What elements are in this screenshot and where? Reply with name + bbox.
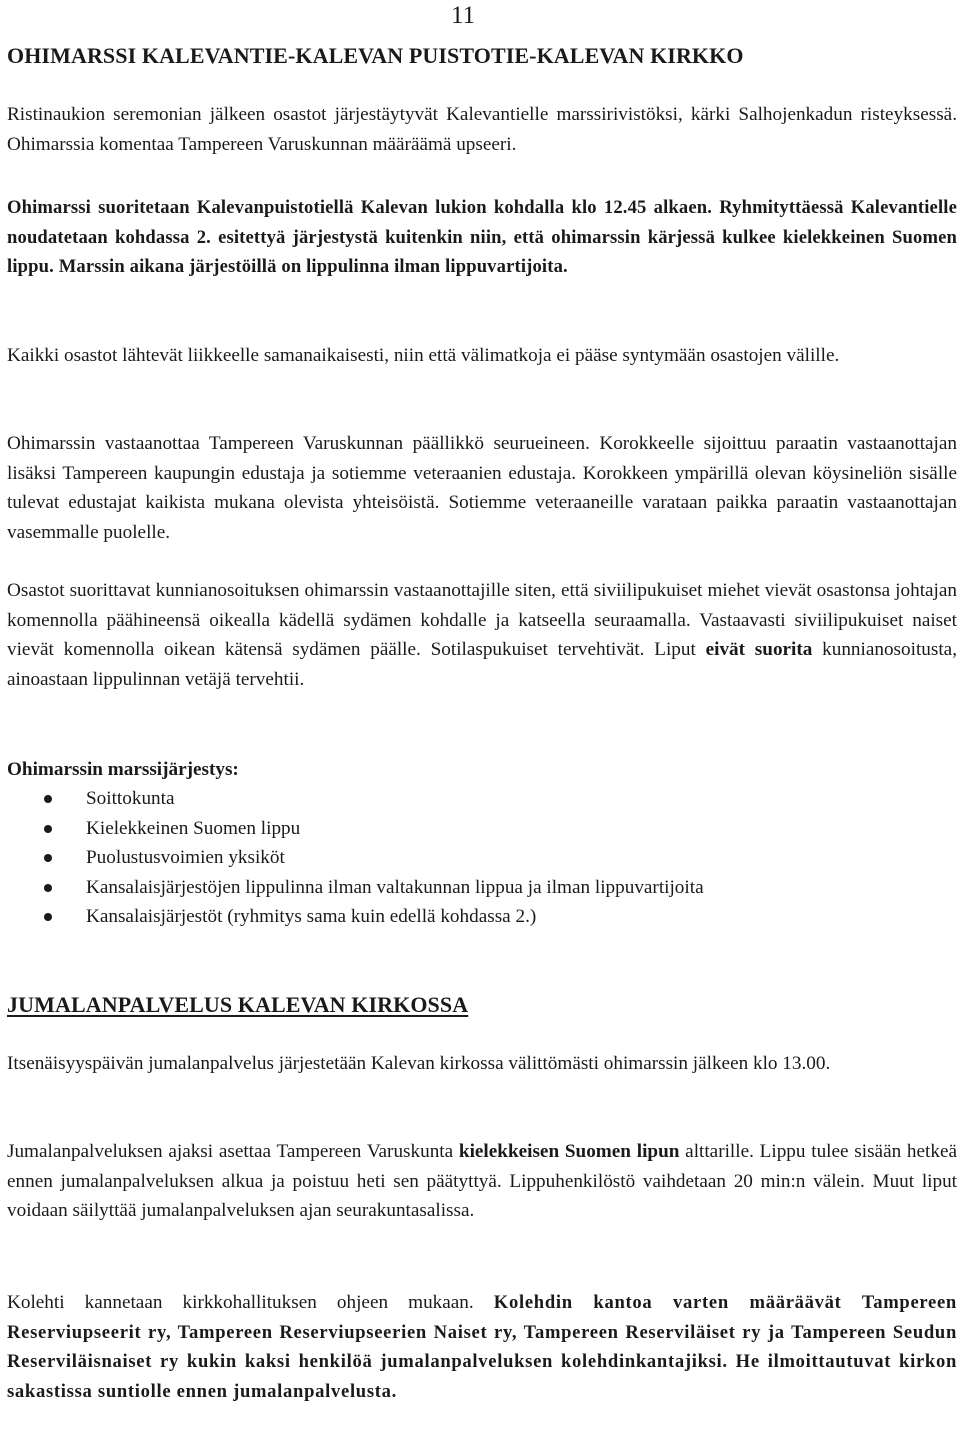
paragraph-flag-altar — [7, 1137, 957, 1226]
march-order-list — [7, 784, 704, 932]
salute-text-emphasis: eivät suorita — [705, 639, 813, 660]
bullet-icon — [44, 825, 52, 833]
paragraph-ohimarssi-schedule: Ohimarssi suoritetaan Kalevanpuistotiellä Kalevan lukion kohdalla klo 12.45 alkaen. Ryhmityttäessä Kalevantielle noudatetaan kohdassa 2. esitettyä järjestystä kuitenkin niin, että ohimarssin kärjessä kulkee kielekkeinen Suomen lippu. Marssin aikana järjestöillä on lippulinna ilman lippuvartijoita. — [7, 197, 957, 277]
list-item — [7, 814, 704, 844]
bullet-icon — [44, 854, 52, 862]
list-item-text: Puolustusvoimien yksiköt — [86, 847, 285, 868]
list-item — [7, 902, 704, 932]
list-item-text: Kielekkeinen Suomen lippu — [86, 817, 301, 839]
section-title-ohimarssi: OHIMARSSI KALEVANTIE-KALEVAN PUISTOTIE-KALEVAN KIRKKO — [7, 43, 744, 68]
paragraph-service-time: Itsenäisyyspäivän jumalanpalvelus järjestetään Kalevan kirkossa välittömästi ohimarssin jälkeen klo 13.00. — [7, 1053, 831, 1074]
bullet-icon — [44, 795, 52, 803]
collection-text-start: Kolehti kannetaan kirkkohallituksen ohjeen mukaan. — [7, 1292, 494, 1313]
salute-text-start: Osastot suorittavat kunnianosoituksen ohimarssin vastaanottajille siten, että siviilipukuiset miehet vievät osastonsa johtajan komennolla päähineensä oikealla kädellä sydämen kohdalle ja katseella seuraamalla. Vastaavasti siviilipukuiset naiset vievät komennolla oikean kätensä sydämen päälle. Sotilaspukuiset tervehtivät. Liput — [7, 580, 957, 660]
list-item — [7, 843, 704, 873]
flag-text-end: alttarille. Lippu tulee sisään hetkeä ennen jumalanpalveluksen alkua ja poistuu heti sen päätyttyä. Lippuhenkilöstö vaihdetaan 20 min:n välein. Muut liput voidaan säilyttää jumalanpalveluksen ajan seurakuntasalissa. — [7, 1141, 957, 1221]
bullet-icon — [44, 884, 52, 892]
march-order-title: Ohimarssin marssijärjestys: — [7, 759, 239, 780]
bullet-icon — [44, 913, 52, 921]
paragraph-departure: Kaikki osastot lähtevät liikkeelle samanaikaisesti, niin että välimatkoja ei pääse syntymään osastojen välille. — [7, 345, 840, 366]
list-item — [7, 784, 704, 814]
list-item-text: Kansalaisjärjestöt (ryhmitys sama kuin edellä kohdassa 2.) — [86, 906, 537, 927]
paragraph-ristinaukio: Ristinaukion seremonian jälkeen osastot järjestäytyvät Kalevantielle marssirivistöksi, kärki Salhojenkadun risteyksessä. Ohimarssia komentaa Tampereen Varuskunnan määräämä upseeri. — [7, 104, 957, 155]
paragraph-collection — [7, 1288, 957, 1406]
list-item — [7, 873, 704, 903]
list-item-text: Soittokunta — [86, 788, 175, 809]
page-number: 11 — [451, 2, 476, 29]
flag-text-start: Jumalanpalveluksen ajaksi asettaa Tampereen Varuskunta — [7, 1141, 459, 1162]
salute-text-end: kunnianosoitusta, ainoastaan lippulinnan vetäjä tervehtii. — [7, 639, 957, 690]
paragraph-reviewing-stand: Ohimarssin vastaanottaa Tampereen Varuskunnan päällikkö seurueineen. Korokkeelle sijoittuu paraatin vastaanottajan lisäksi Tampereen kaupungin edustaja ja sotiemme veteraanien edustaja. Korokkeen ympärillä olevan köysineliön sisälle tulevat edustajat kaikista mukana olevista yhteisöistä. Sotiemme veteraaneille varataan paikka paraatin vastaanottajan vasemmalle puolelle. — [7, 433, 957, 543]
flag-text-emphasis: kielekkeisen Suomen lipun — [458, 1141, 680, 1162]
collection-text-emphasis: Kolehdin kantoa varten määräävät Tampereen Reserviupseerit ry, Tampereen Reserviupseerien Naiset ry, Tampereen Reserviläiset ry ja Tampereen Seudun Reserviläisnaiset ry kukin kaksi henkilöä jumalanpalveluksen kolehdinkantajiksi. He ilmoittautuvat kirkon sakastissa suntiolle ennen jumalanpalvelusta. — [7, 1292, 957, 1402]
paragraph-salute — [7, 576, 957, 694]
section-title-jumalanpalvelus: JUMALANPALVELUS KALEVAN KIRKOSSA — [7, 992, 469, 1017]
list-item-text: Kansalaisjärjestöjen lippulinna ilman valtakunnan lippua ja ilman lippuvartijoita — [86, 876, 704, 898]
